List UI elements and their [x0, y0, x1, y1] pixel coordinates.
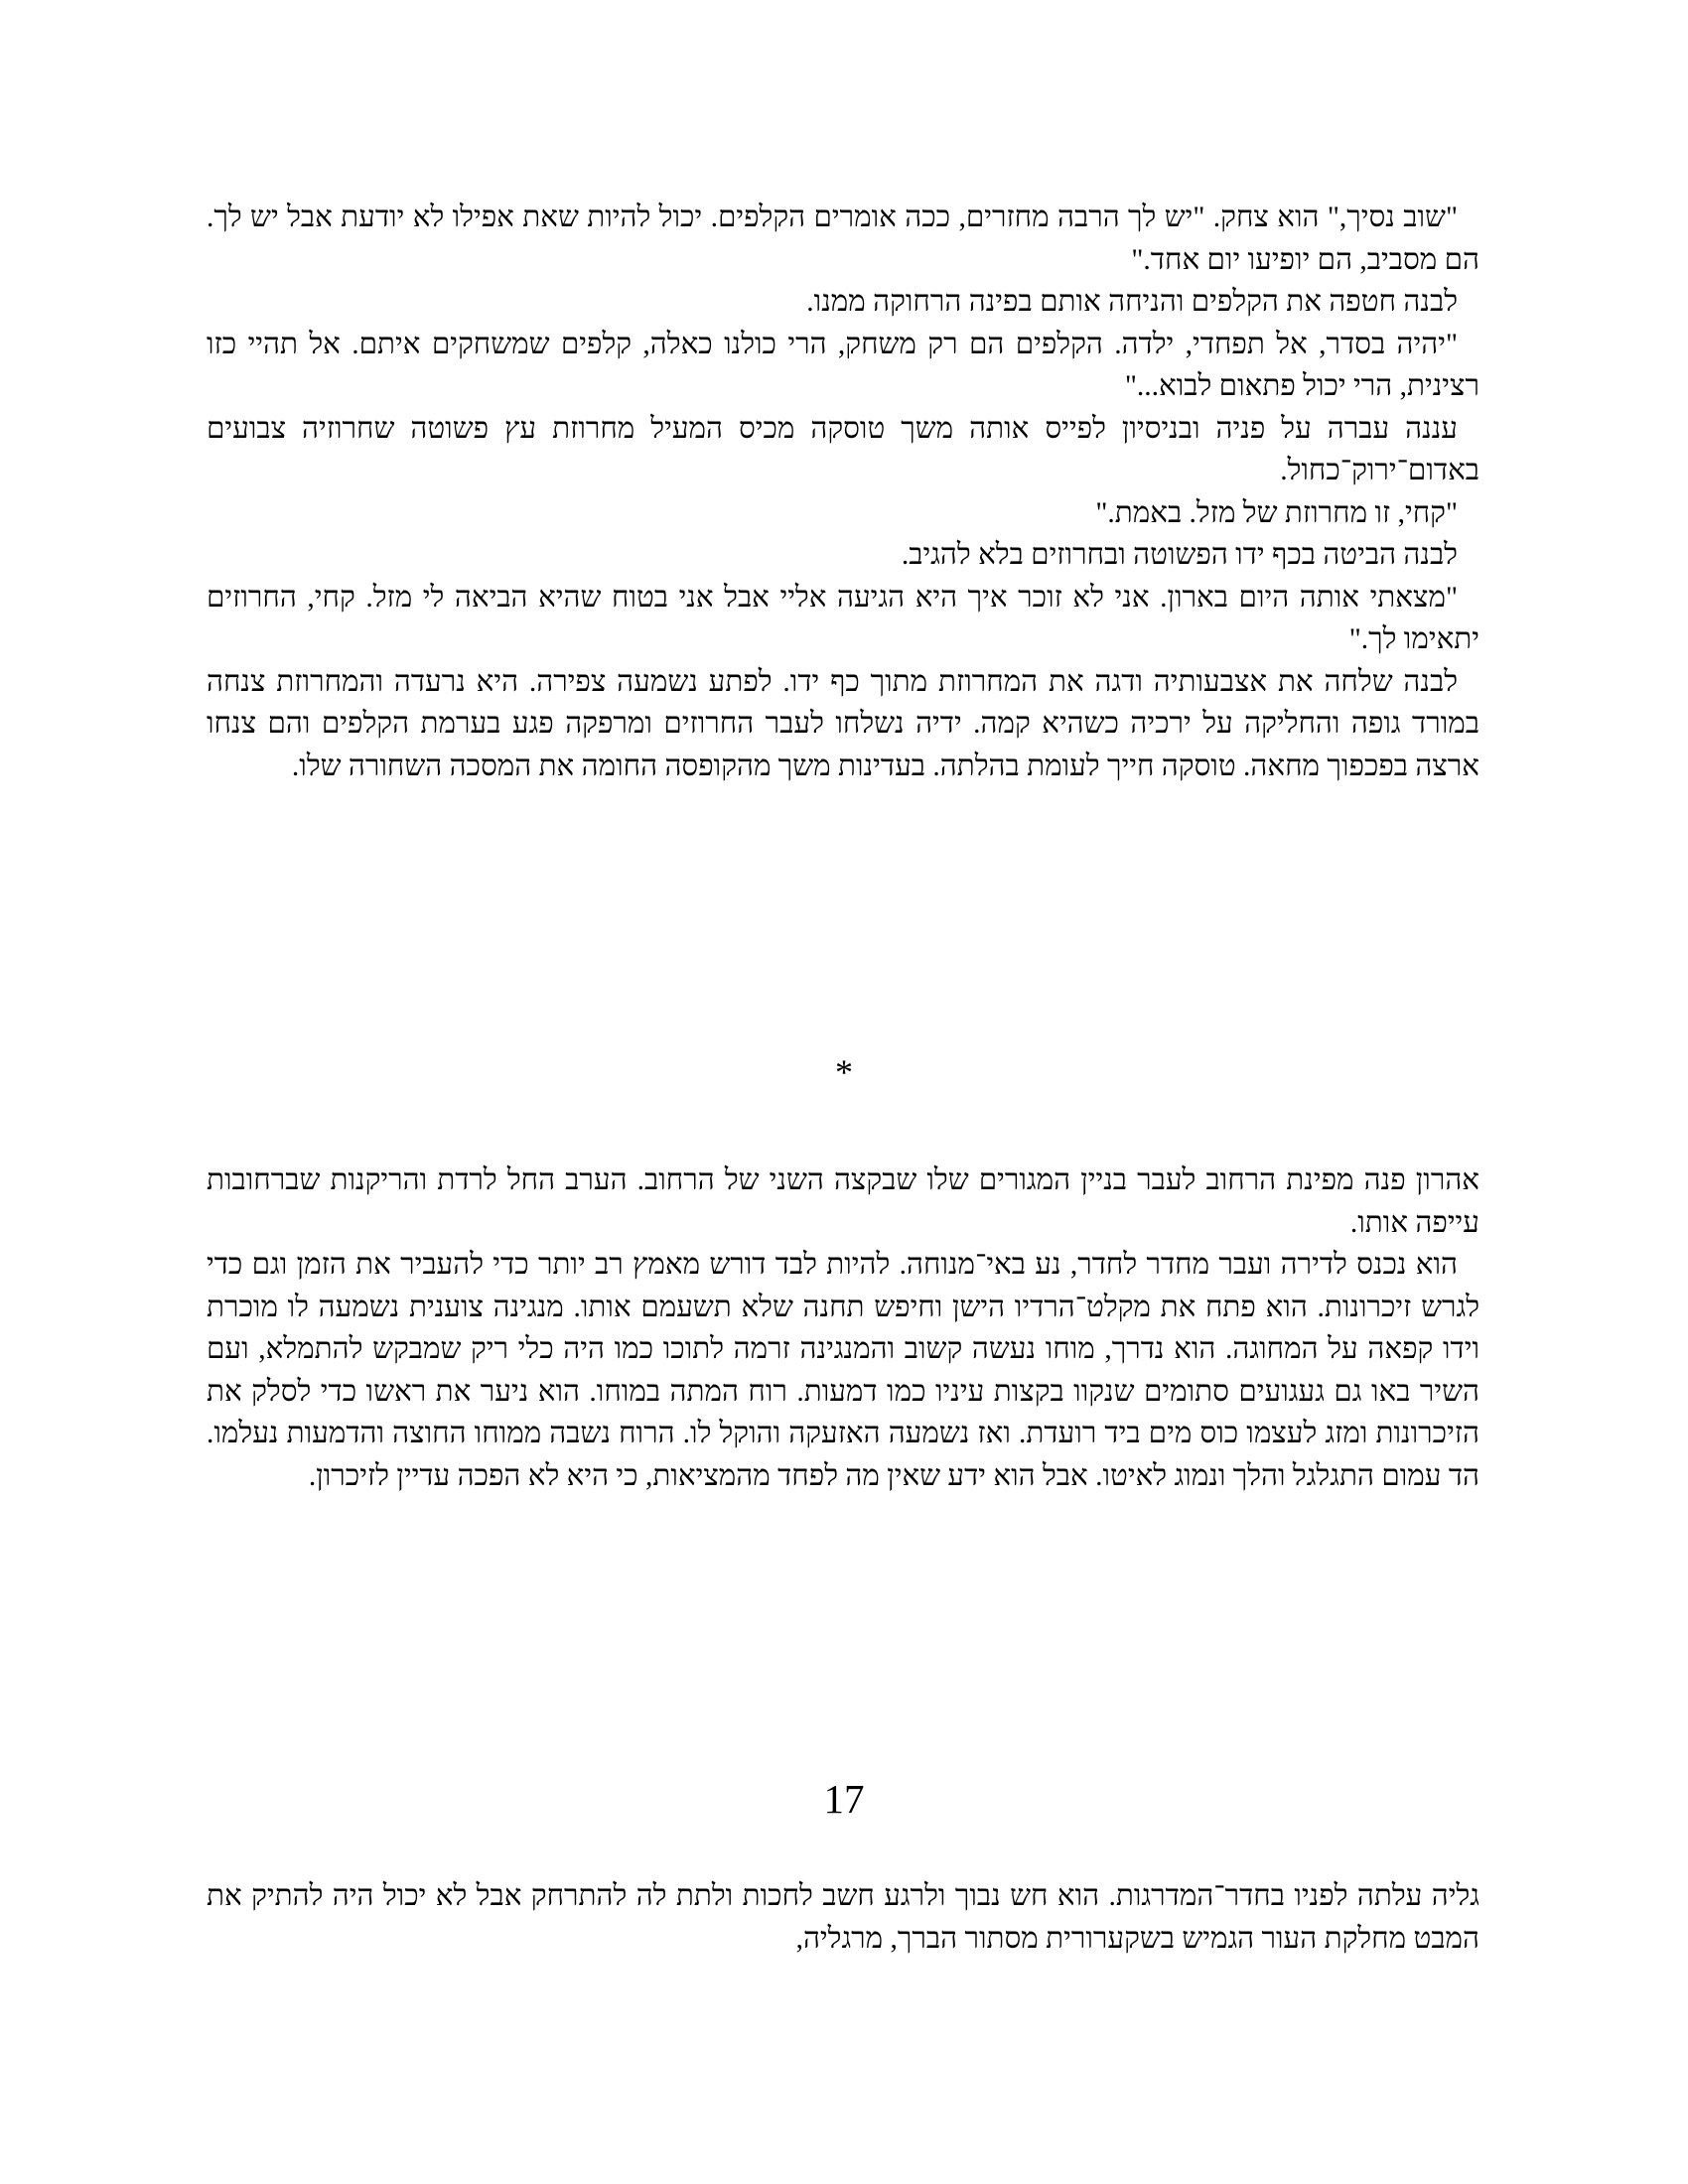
paragraph: עננה עברה על פניה ובניסיון לפייס אותה משך טוסקה מכיס המעיל מחרוזת עץ פשוטה שחרוזיה צבועים באדום־ירוק־כחול. — [207, 412, 1479, 486]
paragraph: לבנה שלחה את אצבעותיה ודגה את המחרוזת מתוך כף ידו. לפתע נשמעה צפירה. היא נרעדה והמחרוזת צנחה במורד גופה והחליקה על ירכיה כשהיא קמה. ידיה נשלחו לעבר החרוזים ומרפקה פגע בערמת הקלפים והם צנחו ארצה בפכפוך מחאה. טוסקה חייך לעומת בהלתה. בעדינות משך מהקופסה החומה את המסכה השחורה שלו. — [207, 665, 1479, 782]
text-block-bottom — [207, 1875, 1479, 1960]
paragraph: לבנה הביטה בכף ידו הפשוטה ובחרוזים בלא להגיב. — [901, 539, 1458, 571]
paragraph: לבנה חטפה את הקלפים והניחה אותם בפינה הרחוקה ממנו. — [806, 286, 1458, 318]
paragraph: "שוב נסיך," הוא צחק. "יש לך הרבה מחזרים, ככה אומרים הקלפים. יכול להיות שאת אפילו לא יודעת אבל יש לך. הם מסביב, הם יופיעו יום אחד." — [207, 202, 1479, 276]
text-block-top — [207, 197, 1479, 787]
paragraph: גליה עלתה לפניו בחדר־המדרגות. הוא חש נבוך ולרגע חשב לחכות ולתת לה להתרחק אבל לא יכול היה להתיק את המבט מחלקת העור הגמיש בשקערורית מסתור הברך, מרגליה, — [207, 1880, 1479, 1955]
page-number: 17 — [823, 1776, 865, 1822]
paragraph: "קחי, זו מחרוזת של מזל. באמת." — [1095, 496, 1458, 529]
paragraph: אהרון פנה מפינת הרחוב לעבר בניין המגורים שלו שבקצה השני של הרחוב. הערב החל לרדת והריקנות שברחובות עייפה אותו. — [207, 1164, 1479, 1239]
paragraph: "מצאתי אותה היום בארון. אני לא זוכר איך היא הגיעה אליי אבל אני בטוח שהיא הביאה לי מזל. קחי, החרוזים יתאימו לך." — [207, 581, 1479, 655]
section-separator: * — [835, 1052, 853, 1092]
paragraph: הוא נכנס לדירה ועבר מחדר לחדר, נע באי־מנוחה. להיות לבד דורש מאמץ רב יותר כדי להעביר את הזמן וגם כדי לגרש זיכרונות. הוא פתח את מקלט־הרדיו הישן וחיפש תחנה שלא תשעמם אותו. מנגינה צוענית נשמעה לו מוכרת וידו קפאה על המחוגה. הוא נדרך, מוחו נעשה קשוב והמנגינה זרמה לתוכו כמו היה כלי ריק שמבקש להתמלא, ועם השיר באו גם געגועים סתומים שנקוו בקצות עיניו כמו דמעות. רוח המתה במוחו. הוא ניער את ראשו כדי לסלק את הזיכרונות ומזג לעצמו כוס מים ביד רועדת. ואז נשמעה האזעקה והוקל לו. הרוח נשבה ממוחו החוצה והדמעות נעלמו. הד עמום התגלגל והלך ונמוג לאיטו. אבל הוא ידע שאין מה לפחד מהמציאות, כי היא לא הפכה עדיין לזיכרון. — [207, 1249, 1479, 1492]
paragraph: "יהיה בסדר, אל תפחדי, ילדה. הקלפים הם רק משחק, הרי כולנו כאלה, קלפים שמשחקים איתם. אל תהיי כזו רצינית, הרי יכול פתאום לבוא..." — [207, 328, 1479, 402]
text-block-middle — [207, 1160, 1479, 1497]
